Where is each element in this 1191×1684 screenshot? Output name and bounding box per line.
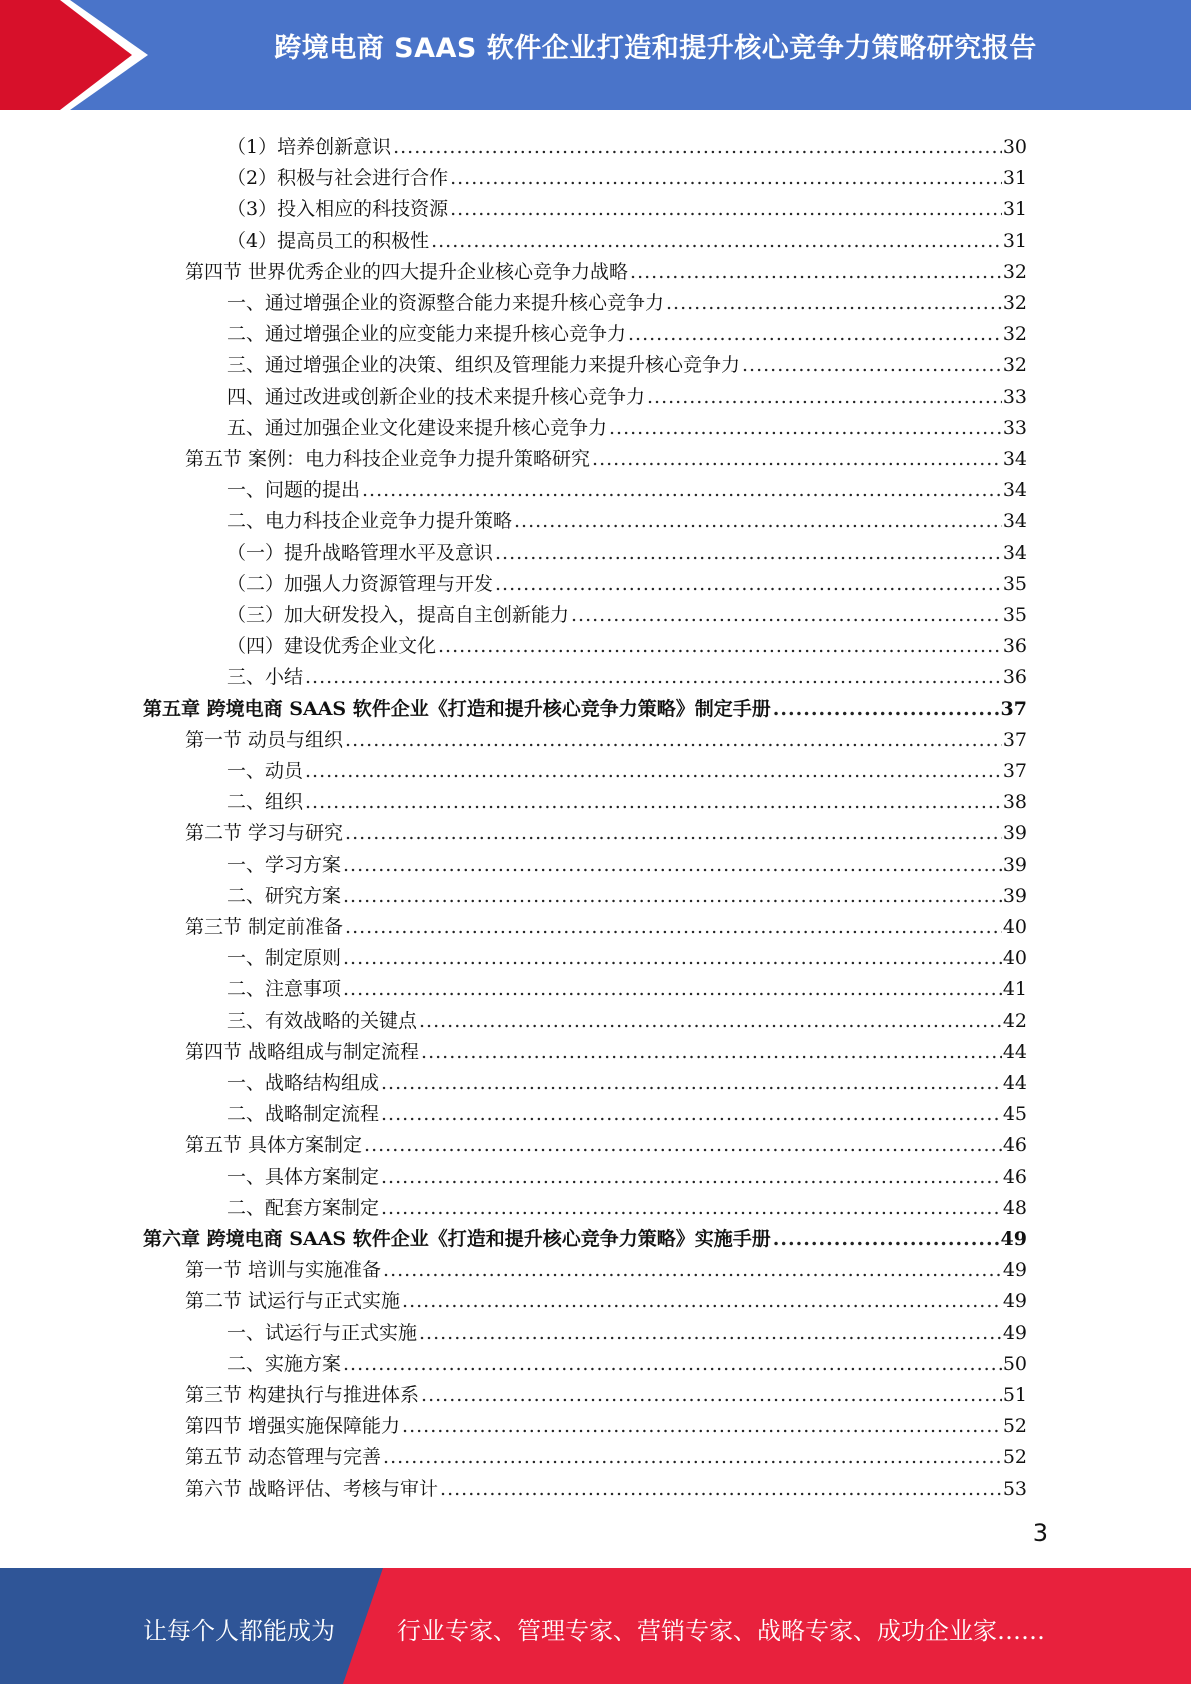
toc-entry[interactable]	[227, 410, 1027, 441]
toc-dot-leader	[773, 1227, 1000, 1252]
toc-entry[interactable]	[227, 878, 1027, 909]
toc-entry[interactable]	[227, 347, 1027, 378]
toc-entry-page: 31	[1002, 198, 1027, 221]
toc-entry[interactable]	[227, 1315, 1027, 1346]
toc-entry-page: 45	[1002, 1103, 1027, 1126]
toc-entry[interactable]	[227, 628, 1027, 659]
toc-dot-leader	[381, 1196, 1002, 1221]
toc-entry-page: 37	[1002, 728, 1027, 751]
toc-entry[interactable]	[227, 784, 1027, 815]
toc-entry[interactable]	[227, 472, 1027, 503]
toc-entry[interactable]	[185, 1408, 1027, 1439]
toc-entry[interactable]	[185, 1471, 1027, 1502]
toc-entry-page: 49	[1002, 1259, 1027, 1282]
toc-entry[interactable]	[227, 1190, 1027, 1221]
toc-entry-title: （4）提高员工的积极性	[227, 229, 430, 252]
toc-entry-title: 三、有效战略的关键点	[227, 1009, 418, 1032]
toc-entry[interactable]	[227, 191, 1027, 222]
toc-dot-leader	[630, 260, 1002, 285]
toc-entry[interactable]	[227, 1003, 1027, 1034]
toc-entry-title: 一、战略结构组成	[227, 1072, 380, 1094]
toc-entry-title: 第三节 构建执行与推进体系	[185, 1384, 420, 1406]
toc-entry-title: （2）积极与社会进行合作	[227, 167, 449, 190]
toc-dot-leader	[381, 1165, 1002, 1190]
toc-entry[interactable]	[185, 1377, 1027, 1408]
toc-entry[interactable]	[227, 566, 1027, 597]
toc-entry[interactable]	[185, 815, 1027, 846]
toc-entry[interactable]	[143, 691, 1027, 722]
toc-entry-title: 第五节 案例：电力科技企业竞争力提升策略研究	[185, 448, 591, 470]
toc-entry-page: 40	[1002, 947, 1027, 970]
toc-dot-leader	[421, 1383, 1002, 1408]
toc-dot-leader	[393, 135, 1002, 160]
toc-entry[interactable]	[227, 223, 1027, 254]
toc-entry[interactable]	[227, 316, 1027, 347]
toc-dot-leader	[666, 291, 1002, 316]
toc-dot-leader	[609, 416, 1002, 441]
toc-entry[interactable]	[227, 597, 1027, 628]
toc-entry-page: 49	[1002, 1290, 1027, 1313]
toc-dot-leader	[450, 166, 1002, 191]
toc-entry-title: 第五节 动态管理与完善	[185, 1446, 382, 1469]
toc-entry-title: 第二节 学习与研究	[185, 822, 344, 845]
toc-entry-page: 39	[1002, 853, 1027, 876]
toc-entry-title: 一、试运行与正式实施	[227, 1321, 418, 1344]
toc-entry-title: 五、通过加强企业文化建设来提升核心竞争力	[227, 416, 608, 439]
toc-entry-title: 一、制定原则	[227, 947, 342, 970]
toc-entry[interactable]	[185, 1034, 1027, 1065]
toc-entry[interactable]	[227, 940, 1027, 971]
toc-entry-title: 第六章 跨境电商 SAAS 软件企业《打造和提升核心竞争力策略》实施手册	[143, 1228, 771, 1250]
toc-entry-page: 32	[1002, 260, 1027, 283]
toc-entry-page: 33	[1002, 416, 1027, 439]
toc-entry[interactable]	[227, 1346, 1027, 1377]
toc-entry[interactable]	[227, 160, 1027, 191]
toc-entry[interactable]	[185, 1127, 1027, 1158]
toc-entry[interactable]	[227, 379, 1027, 410]
toc-entry-page: 49	[1002, 1321, 1027, 1344]
header-title: 跨境电商 SAAS 软件企业打造和提升核心竞争力策略研究报告	[274, 33, 1037, 64]
toc-entry-title: 三、通过增强企业的决策、组织及管理能力来提升核心竞争力	[227, 354, 741, 377]
toc-entry-page: 42	[1002, 1009, 1027, 1032]
toc-entry[interactable]	[227, 535, 1027, 566]
toc-dot-leader	[742, 353, 1002, 378]
toc-entry-title: 第四节 增强实施保障能力	[185, 1415, 401, 1438]
toc-entry[interactable]	[227, 971, 1027, 1002]
toc-dot-leader	[305, 790, 1002, 815]
toc-dot-leader	[381, 1102, 1002, 1127]
toc-entry-title: 二、配套方案制定	[227, 1196, 380, 1219]
toc-entry[interactable]	[185, 254, 1027, 285]
toc-entry[interactable]	[227, 753, 1027, 784]
footer-slogan-right: 行业专家、管理专家、营销专家、战略专家、成功企业家……	[397, 1617, 1045, 1645]
toc-entry-page: 36	[1002, 666, 1027, 689]
toc-dot-leader	[343, 853, 1002, 878]
toc-entry[interactable]	[143, 1221, 1027, 1252]
page-header	[0, 0, 1191, 110]
toc-dot-leader	[364, 1133, 1002, 1158]
toc-entry-page: 38	[1002, 791, 1027, 814]
toc-entry-page: 40	[1002, 916, 1027, 938]
toc-entry-page: 51	[1002, 1384, 1027, 1406]
toc-entry-title: 第三节 制定前准备	[185, 916, 344, 938]
toc-entry-page: 31	[1002, 229, 1027, 252]
toc-entry-title: 第五节 具体方案制定	[185, 1134, 363, 1157]
toc-dot-leader	[402, 1414, 1002, 1439]
toc-entry-page: 39	[1002, 884, 1027, 907]
toc-entry-page: 34	[1002, 448, 1027, 470]
toc-dot-leader	[345, 821, 1002, 846]
toc-entry[interactable]	[185, 441, 1027, 472]
toc-entry-title: （3）投入相应的科技资源	[227, 198, 449, 221]
toc-entry-title: 四、通过改进或创新企业的技术来提升核心竞争力	[227, 385, 646, 408]
toc-dot-leader	[450, 197, 1002, 222]
toc-entry[interactable]	[227, 285, 1027, 316]
toc-dot-leader	[343, 1352, 1002, 1377]
toc-dot-leader	[305, 759, 1002, 784]
toc-entry[interactable]	[185, 1439, 1027, 1470]
toc-dot-leader	[345, 915, 1002, 940]
toc-entry-page: 34	[1002, 510, 1027, 533]
toc-entry-title: 三、小结	[227, 666, 304, 689]
toc-entry-title: 一、具体方案制定	[227, 1165, 380, 1188]
toc-entry-title: 第四节 世界优秀企业的四大提升企业核心竞争力战略	[185, 260, 629, 283]
toc-entry-page: 49	[1000, 1228, 1027, 1250]
toc-entry-page: 36	[1002, 635, 1027, 658]
toc-entry-page: 44	[1002, 1072, 1027, 1094]
toc-entry-title: 一、通过增强企业的资源整合能力来提升核心竞争力	[227, 292, 665, 314]
toc-entry-title: 一、动员	[227, 760, 304, 782]
toc-dot-leader	[773, 697, 1000, 722]
toc-entry[interactable]	[185, 1283, 1027, 1314]
toc-entry-title: 二、通过增强企业的应变能力来提升核心竞争力	[227, 323, 627, 346]
toc-dot-leader	[431, 229, 1002, 254]
toc-entry-page: 48	[1002, 1196, 1027, 1219]
toc-entry-title: 第六节 战略评估、考核与审计	[185, 1477, 439, 1500]
toc-entry-page: 46	[1002, 1134, 1027, 1157]
toc-entry-title: 第一节 动员与组织	[185, 728, 344, 751]
toc-entry-page: 31	[1002, 167, 1027, 190]
toc-entry-page: 35	[1002, 604, 1027, 626]
toc-entry-title: 第五章 跨境电商 SAAS 软件企业《打造和提升核心竞争力策略》制定手册	[143, 697, 771, 720]
toc-entry-title: 二、实施方案	[227, 1352, 342, 1375]
toc-dot-leader	[343, 946, 1002, 971]
toc-entry-title: 二、电力科技企业竞争力提升策略	[227, 510, 513, 533]
toc-entry-page: 52	[1002, 1415, 1027, 1438]
toc-entry-title: 一、学习方案	[227, 853, 342, 876]
toc-entry-page: 30	[1002, 136, 1027, 158]
toc-entry[interactable]	[227, 1159, 1027, 1190]
toc-dot-leader	[343, 884, 1002, 909]
toc-dot-leader	[628, 322, 1002, 347]
toc-entry-title: 第四节 战略组成与制定流程	[185, 1040, 420, 1063]
toc-dot-leader	[419, 1321, 1002, 1346]
toc-dot-leader	[421, 1040, 1002, 1065]
toc-entry-title: 二、组织	[227, 791, 304, 814]
toc-entry-title: （1）培养创新意识	[227, 136, 392, 158]
toc-dot-leader	[305, 665, 1002, 690]
toc-dot-leader	[383, 1445, 1002, 1470]
toc-entry-title: 二、注意事项	[227, 978, 342, 1001]
toc-entry-page: 34	[1002, 479, 1027, 502]
toc-entry-page: 41	[1002, 978, 1027, 1001]
toc-entry-title: 二、战略制定流程	[227, 1103, 380, 1126]
toc-dot-leader	[514, 509, 1002, 534]
toc-dot-leader	[571, 603, 1002, 628]
toc-entry[interactable]	[227, 659, 1027, 690]
toc-dot-leader	[647, 385, 1002, 410]
toc-dot-leader	[343, 977, 1002, 1002]
page-footer	[0, 1568, 1191, 1684]
toc-entry[interactable]	[227, 1096, 1027, 1127]
toc-entry-page: 32	[1002, 323, 1027, 346]
toc-entry-page: 33	[1002, 385, 1027, 408]
toc-dot-leader	[440, 1477, 1002, 1502]
toc-entry[interactable]	[185, 909, 1027, 940]
toc-entry[interactable]	[227, 1065, 1027, 1096]
toc-dot-leader	[345, 728, 1002, 753]
toc-entry-title: 二、研究方案	[227, 884, 342, 907]
toc-entry-page: 50	[1002, 1352, 1027, 1375]
toc-dot-leader	[438, 634, 1002, 659]
toc-dot-leader	[383, 1258, 1002, 1283]
toc-dot-leader	[495, 541, 1002, 566]
toc-entry-page: 32	[1002, 354, 1027, 377]
toc-entry-title: （一）提升战略管理水平及意识	[227, 541, 494, 564]
toc-entry-page: 37	[1000, 697, 1027, 720]
toc-dot-leader	[419, 1009, 1002, 1034]
toc-entry[interactable]	[227, 847, 1027, 878]
toc-entry-title: （二）加强人力资源管理与开发	[227, 572, 494, 595]
toc-entry-page: 52	[1002, 1446, 1027, 1469]
toc-entry[interactable]	[185, 1252, 1027, 1283]
toc-entry[interactable]	[227, 129, 1027, 160]
header-flag-icon	[0, 0, 160, 110]
toc-entry-title: （三）加大研发投入，提高自主创新能力	[227, 604, 570, 626]
page-number: 3	[1032, 1519, 1048, 1547]
toc-dot-leader	[402, 1289, 1002, 1314]
toc-entry-page: 44	[1002, 1040, 1027, 1063]
toc-dot-leader	[592, 447, 1002, 472]
toc-entry-page: 35	[1002, 572, 1027, 595]
toc-entry-page: 34	[1002, 541, 1027, 564]
toc-entry-title: 第二节 试运行与正式实施	[185, 1290, 401, 1313]
toc-entry-page: 53	[1002, 1477, 1027, 1500]
toc-entry-title: （四）建设优秀企业文化	[227, 635, 437, 658]
footer-slogan-left: 让每个人都能成为	[143, 1617, 335, 1645]
toc-entry-page: 46	[1002, 1165, 1027, 1188]
toc-entry[interactable]	[227, 503, 1027, 534]
toc-entry-page: 39	[1002, 822, 1027, 845]
toc-dot-leader	[362, 478, 1002, 503]
toc-entry[interactable]	[185, 722, 1027, 753]
toc-dot-leader	[381, 1071, 1002, 1096]
toc-entry-title: 第一节 培训与实施准备	[185, 1259, 382, 1282]
toc-dot-leader	[495, 572, 1002, 597]
toc-entry-page: 32	[1002, 292, 1027, 314]
toc-entry-title: 一、问题的提出	[227, 479, 361, 502]
toc-entry-page: 37	[1002, 760, 1027, 782]
